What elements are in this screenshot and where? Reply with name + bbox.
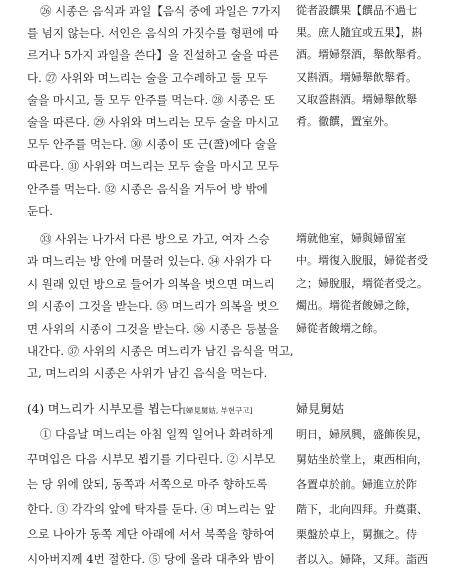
section3-heading-chinese [296,400,344,418]
text-line: 술을 따른다. ㉙ 사위와 며느리는 모두 술을 마시고 [27,115,279,130]
text-line: 中。壻復入脫服，婦從者受 [296,254,428,268]
text-line: 燭出。壻從者餕婦之餘， [296,299,417,313]
text-line: 과 며느리는 방 안에 머물러 있는다. ㉞ 사위가 다 [27,254,272,269]
text-line: 者以入。婦降，又拜。詣西 [296,553,428,566]
section2-chinese-text [296,228,428,340]
text-line: ① 다음날 며느리는 아침 일찍 일어나 화려하게 [40,427,274,441]
text-line: ㉝ 사위는 나가서 다른 방으로 가고, 여자 스승 [40,232,270,246]
text-line: ㉖ 시종은 음식과 과일【음식 중에 과일은 7가지 [40,4,282,18]
text-line: 모두 안주를 먹는다. ㉚ 시종이 또 근(巹)에다 술을 [27,137,278,152]
section3-korean-text [27,422,275,572]
text-line: 다. ㉗ 사위와 며느리는 술을 고수레하고 둘 모두 [27,70,268,85]
text-line: 한다. ③ 각각의 앞에 탁자를 둔다. ④ 며느리는 앞 [27,502,276,516]
text-line: 明日，婦夙興，盛飾俟見， [296,428,428,441]
text-line: 내간다. ㊲ 사위의 시종은 며느리가 남긴 음식을 먹고, [27,344,294,359]
text-line: 酒。壻婦祭酒，舉飲舉肴。 [296,48,428,62]
text-line: 又斟酒。壻婦舉飲舉肴。 [296,70,417,84]
text-line: 肴。徹饌，置室外。 [296,115,395,129]
text-line: 으로 나아가 동쪽 계단 아래에 서서 북쪽을 향하여 [27,527,275,541]
text-line: 따른다. ㉛ 사위와 며느리는 모두 술을 마시고 모두 [27,159,279,174]
text-line: 르거나 5가지 과일을 쓴다】을 진설하고 술을 따른 [27,48,279,63]
section-heading-chinese: 婦見舅姑 [296,402,345,416]
text-line: 各置卓於前。婦進立於阼 [296,478,417,491]
text-line: 壻就他室，婦與婦留室 [296,232,406,245]
text-line: 둔다. [27,203,53,218]
text-line: 안주를 먹는다. ㉜ 시종은 음식을 거두어 방 밖에 [27,181,268,196]
text-line: 는 당 위에 앉되, 동쪽과 서쪽으로 마주 향하도록 [27,477,268,491]
text-line: 의 시종이 그것을 받는다. ㉟ 며느리가 의복을 벗으 [27,299,279,314]
section-heading-subtitle: [婦見舅姑, 부현구고] [182,406,253,415]
text-line: 階下，北向四拜。升奠棗、 [296,503,428,516]
section3-chinese-text [296,422,428,572]
text-line: 를 넘지 않는다. 서인은 음식의 가짓수를 형편에 따 [27,26,279,41]
text-line: 시아버지께 4번 절한다. ⑤ 당에 올라 대추와 밤이 [27,552,276,566]
section3-heading [27,400,253,420]
text-line: 고, 며느리의 시종은 사위가 남긴 음식을 먹는다. [27,366,268,381]
section2-korean-text [27,228,294,385]
text-line: 從者設饌果【饌品不過七 [296,4,417,17]
text-line: 之；婦脫服，壻從者受之。 [296,276,428,290]
text-line: 果。庶人隨宜或五果】，斟 [296,26,423,40]
text-line: 又取巹斟酒。壻婦舉飲舉 [296,92,417,106]
section1-korean-text [27,0,281,222]
text-line: 舅姑坐於堂上，東西相向， [296,453,428,466]
text-line: 婦從者餕壻之餘。 [296,321,384,335]
text-line: 시 원래 있던 방으로 들어가 의복을 벗으면 며느리 [27,276,275,291]
text-line: 꾸며입은 다음 시부모 뵙기를 기다린다. ② 시부모 [27,452,276,466]
text-line: 栗盤於卓上，舅撫之。侍 [296,528,417,541]
text-line: 술을 마시고, 둘 모두 안주를 먹는다. ㉘ 시종은 또 [27,92,276,107]
text-line: 면 사위의 시종이 그것을 받는다. ㊱ 시종은 등불을 [27,321,279,336]
section1-chinese-text [296,0,428,133]
section-heading: (4) 며느리가 시부모를 뵙는다 [27,402,183,416]
